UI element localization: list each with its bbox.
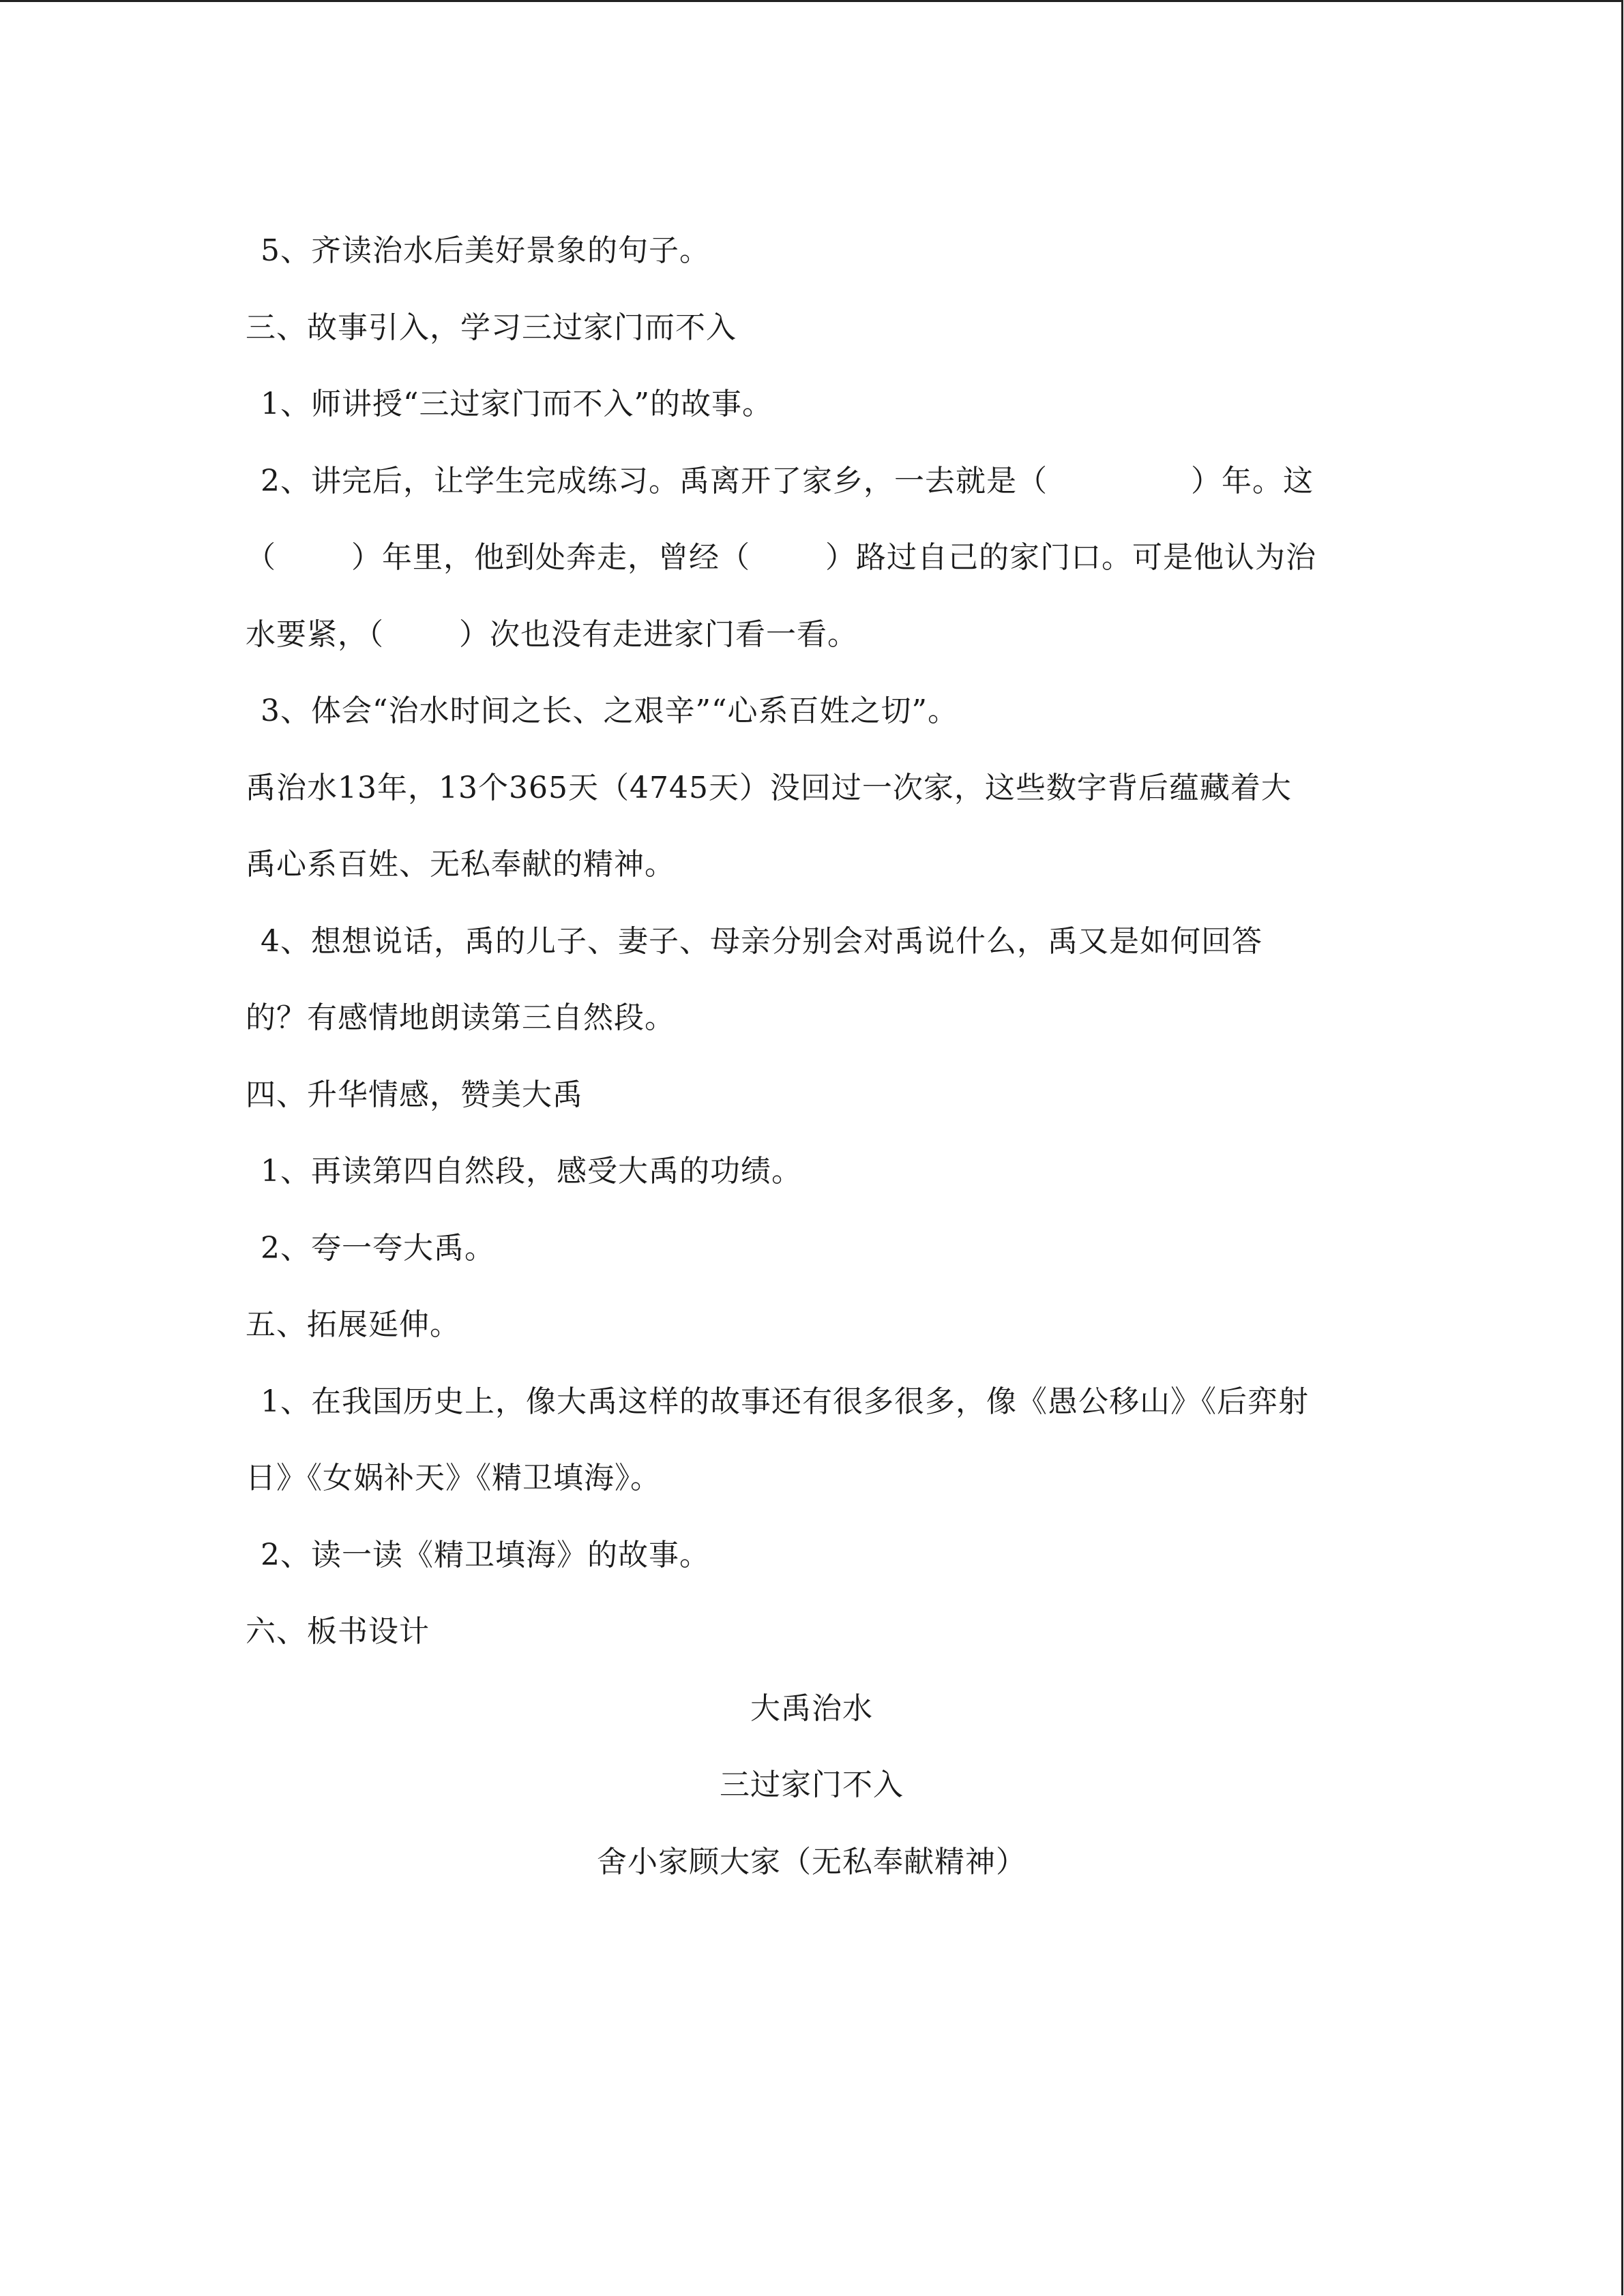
text-line: 的？有感情地朗读第三自然段。 — [246, 1000, 675, 1035]
text-line: 2、夸一夸大禹。 — [261, 1230, 495, 1266]
text-segment: 2、讲完后，让学生完成练习。禹离开了家乡，一去就是（ — [261, 463, 1048, 498]
board-line: 三过家门不入 — [720, 1768, 904, 1802]
section-heading: 五、拓展延伸。 — [246, 1307, 460, 1342]
text-line: 2、读一读《精卫填海》的故事。 — [261, 1537, 710, 1572]
text-line: 1、在我国历史上，像大禹这样的故事还有很多很多，像《愚公移山》《后弈射 — [261, 1384, 1309, 1419]
section-heading: 三、故事引入，学习三过家门而不入 — [246, 310, 737, 345]
board-title: 大禹治水 — [750, 1690, 873, 1726]
text-segment: ）年里，他到处奔走，曾经（ — [351, 540, 750, 575]
document-body — [246, 213, 1378, 1900]
text-segment: ）次也没有走进家门看一看。 — [459, 616, 858, 652]
text-line: 1、再读第四自然段，感受大禹的功绩。 — [261, 1154, 802, 1189]
exercise-line — [246, 443, 1378, 520]
text-segment: ）路过自己的家门口。可是他认为治 — [825, 540, 1316, 575]
text-line: 3、体会“治水时间之长、之艰辛”“心系百姓之切”。 — [261, 694, 958, 728]
section-heading: 六、板书设计 — [246, 1614, 430, 1649]
text-line: 4、想想说话，禹的儿子、妻子、母亲分别会对禹说什么，禹又是如何回答 — [261, 923, 1263, 959]
text-line: 禹治水13年，13个365天（4745天）没回过一次家，这些数字背后蕴藏着大 — [246, 770, 1292, 805]
text-line: 日》《女娲补天》《精卫填海》。 — [246, 1461, 661, 1495]
text-segment: 水要紧，（ — [246, 616, 384, 652]
board-line: 舍小家顾大家（无私奉献精神） — [597, 1844, 1027, 1879]
text-line: 1、师讲授“三过家门而不入”的故事。 — [261, 387, 773, 421]
exercise-line — [246, 597, 1378, 674]
text-line: 5、齐读治水后美好景象的句子。 — [261, 233, 710, 268]
text-segment: ）年。这 — [1191, 463, 1314, 498]
text-segment: （ — [246, 540, 276, 575]
exercise-line — [246, 520, 1378, 597]
text-line: 禹心系百姓、无私奉献的精神。 — [246, 847, 675, 882]
section-heading: 四、升华情感，赞美大禹 — [246, 1077, 583, 1112]
